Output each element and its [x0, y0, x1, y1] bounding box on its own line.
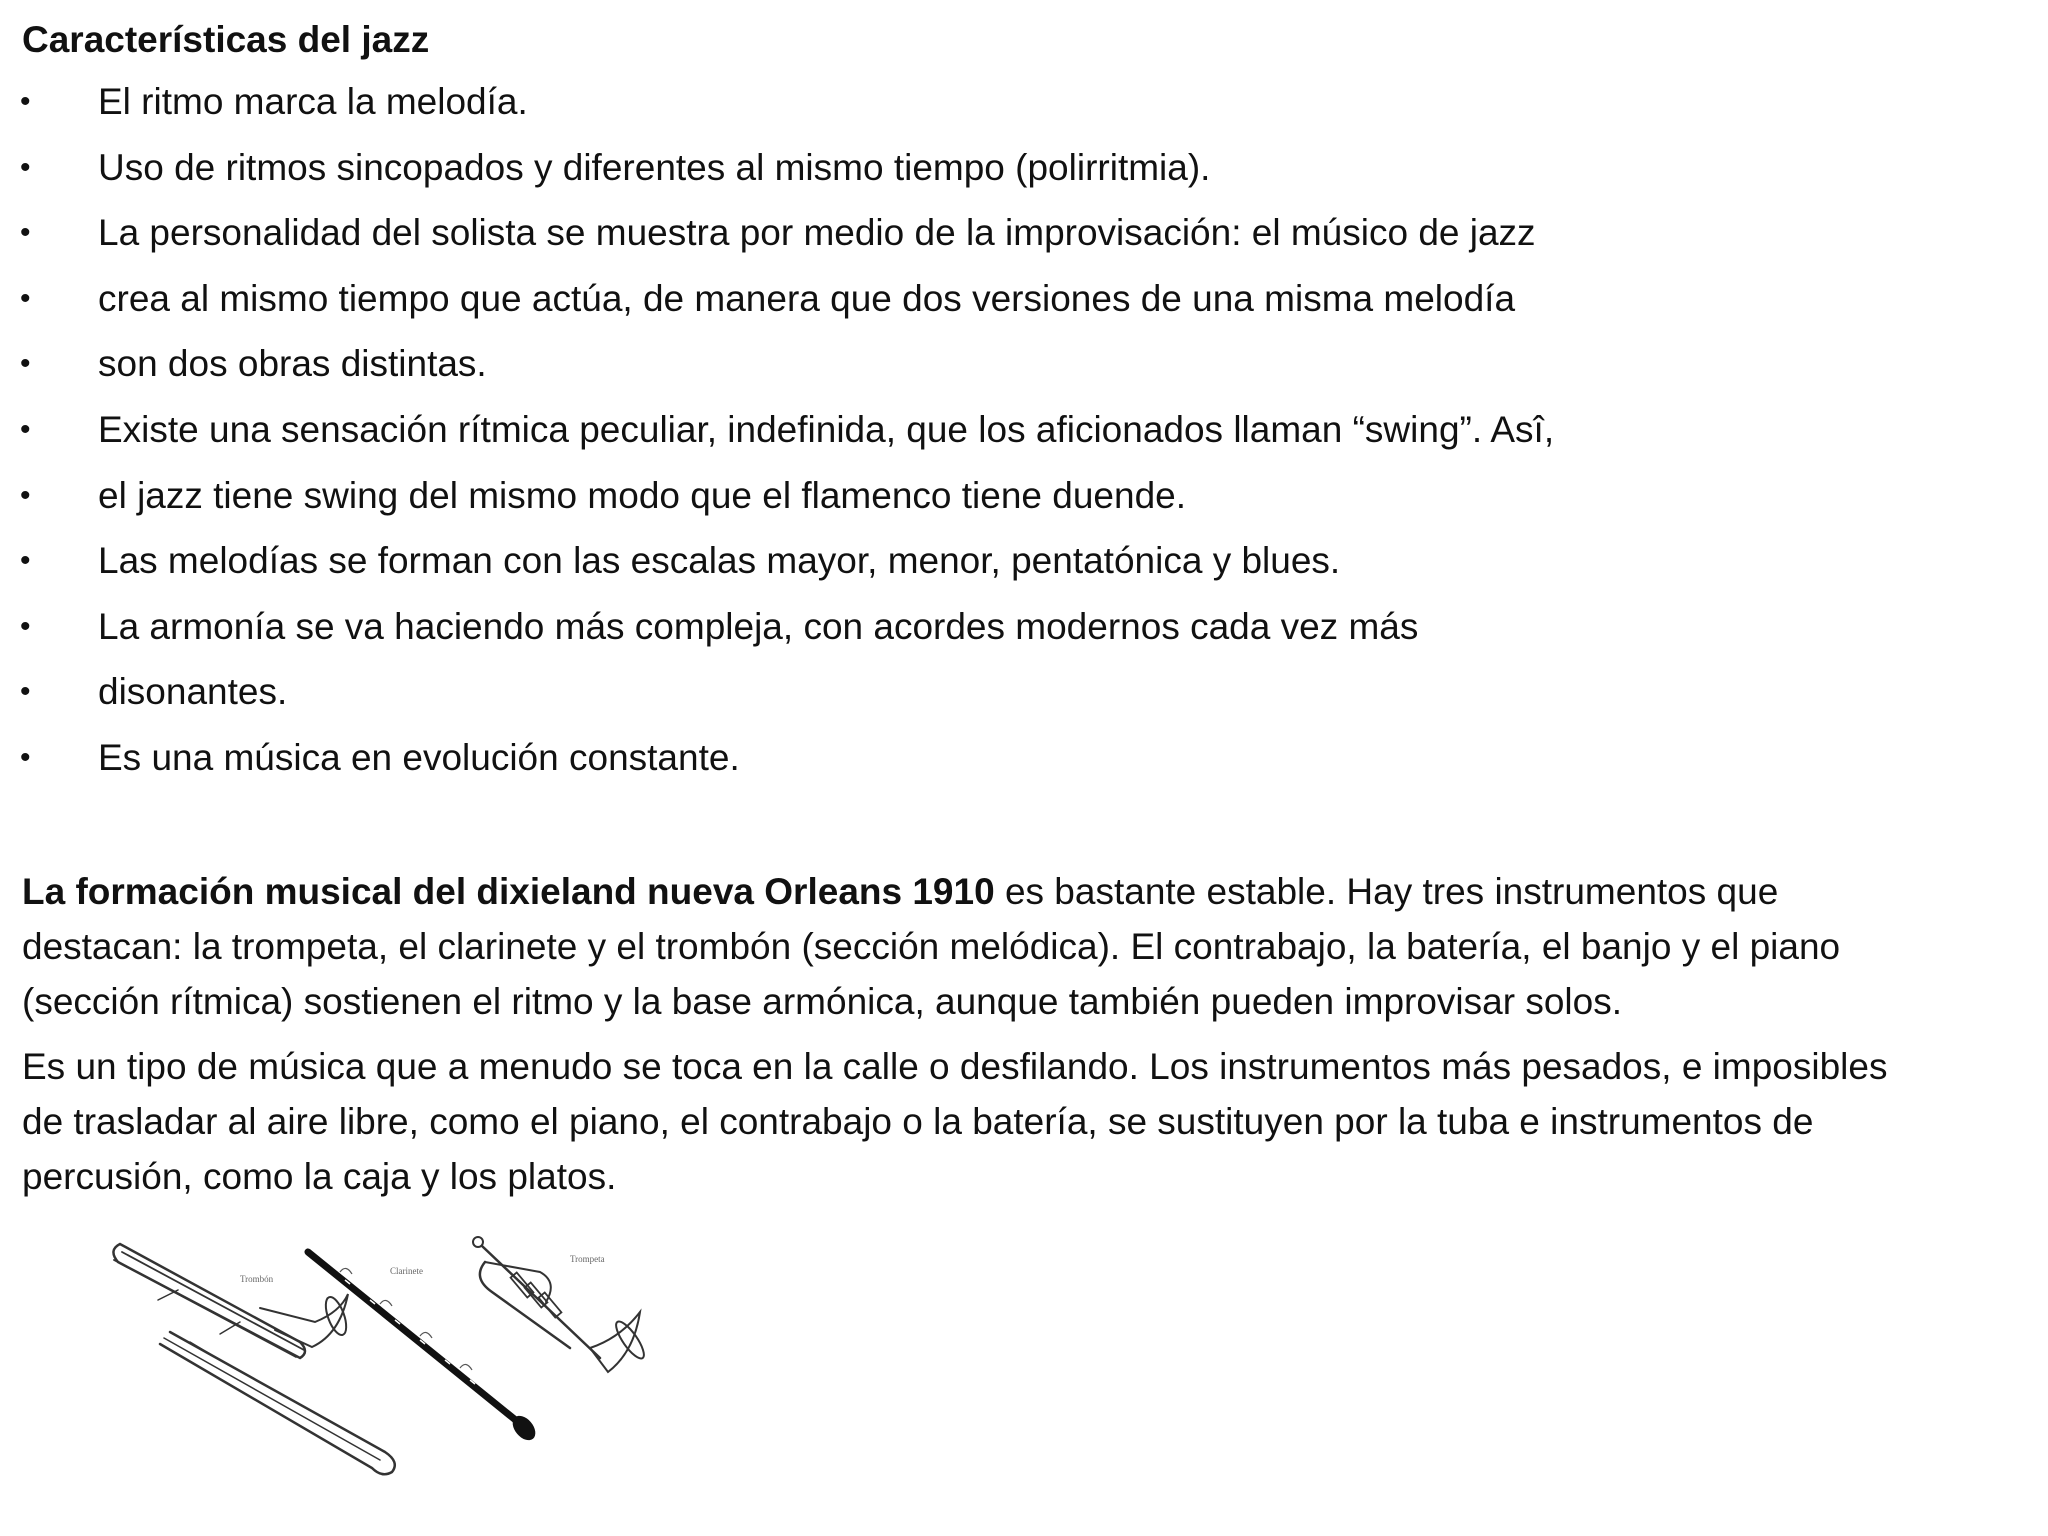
list-item: [0, 338, 2048, 404]
list-item-text: disonantes.: [98, 671, 288, 713]
paragraph-line: percusión, como la caja y los platos.: [22, 1156, 617, 1197]
paragraph-line: Es un tipo de música que a menudo se toca en la calle o desfilando. Los instrumentos más pesados, e imposibles: [22, 1046, 1888, 1087]
list-item: [0, 535, 2048, 601]
bullet-icon: •: [20, 609, 31, 643]
instruments-illustration: [100, 1222, 720, 1482]
list-item-text: son dos obras distintas.: [98, 343, 487, 385]
section-heading: Características del jazz: [22, 19, 430, 60]
dixieland-paragraph: [22, 864, 2048, 1029]
paragraph-line: [22, 864, 2048, 919]
paragraph-text: es bastante estable. Hay tres instrumentos que: [994, 871, 1779, 912]
list-item: [0, 142, 2048, 208]
bullet-icon: •: [20, 675, 31, 709]
list-item-text: Existe una sensación rítmica peculiar, indefinida, que los aficionados llaman “swing”. Asî,: [98, 408, 1555, 450]
list-item: [0, 207, 2048, 273]
list-item: [0, 404, 2048, 470]
street-music-paragraph: [22, 1039, 2048, 1204]
bullet-icon: •: [20, 85, 31, 118]
list-item: [0, 273, 2048, 339]
clarinet-icon: [306, 1250, 540, 1445]
list-item: [0, 76, 2048, 142]
trumpet-label: Trompeta: [570, 1254, 605, 1264]
list-item-text: La armonía se va haciendo más compleja, con acordes modernos cada vez más: [98, 605, 1419, 647]
trombone-label: Trombón: [240, 1274, 274, 1284]
bullet-icon: •: [20, 478, 31, 512]
paragraph-line: destacan: la trompeta, el clarinete y el trombón (sección melódica). El contrabajo, la batería, el banjo y el piano: [22, 926, 1841, 967]
list-item-text: el jazz tiene swing del mismo modo que el flamenco tiene duende.: [98, 474, 1187, 516]
list-item: [0, 470, 2048, 536]
bullet-icon: •: [20, 216, 31, 250]
trumpet-icon: [473, 1237, 648, 1372]
bold-lead-text: La formación musical del dixieland nueva Orleans 1910: [22, 871, 995, 912]
bullet-icon: •: [20, 281, 31, 315]
list-item-text: Es una música en evolución constante.: [98, 736, 740, 778]
bullet-icon: •: [20, 150, 31, 184]
clarinet-label: Clarinete: [390, 1266, 423, 1276]
characteristics-list: [0, 76, 2048, 798]
bullet-icon: •: [20, 544, 31, 578]
bullet-icon: •: [20, 347, 31, 381]
bullet-icon: •: [20, 412, 31, 446]
list-item-text: crea al mismo tiempo que actúa, de manera que dos versiones de una misma melodía: [98, 277, 1516, 319]
bullet-icon: •: [20, 740, 31, 774]
list-item-text: La personalidad del solista se muestra por medio de la improvisación: el músico de jazz: [98, 212, 1536, 254]
list-item: [0, 732, 2048, 798]
paragraph-line: (sección rítmica) sostienen el ritmo y la base armónica, aunque también pueden improvisar solos.: [22, 981, 1622, 1022]
list-item: [0, 601, 2048, 667]
list-item-text: Uso de ritmos sincopados y diferentes al mismo tiempo (polirritmia).: [98, 146, 1211, 188]
list-item: [0, 666, 2048, 732]
list-item-text: El ritmo marca la melodía.: [98, 81, 528, 122]
paragraph-line: de trasladar al aire libre, como el piano, el contrabajo o la batería, se sustituyen por la tuba e instrumentos de: [22, 1101, 1814, 1142]
list-item-text: Las melodías se forman con las escalas mayor, menor, pentatónica y blues.: [98, 540, 1341, 582]
